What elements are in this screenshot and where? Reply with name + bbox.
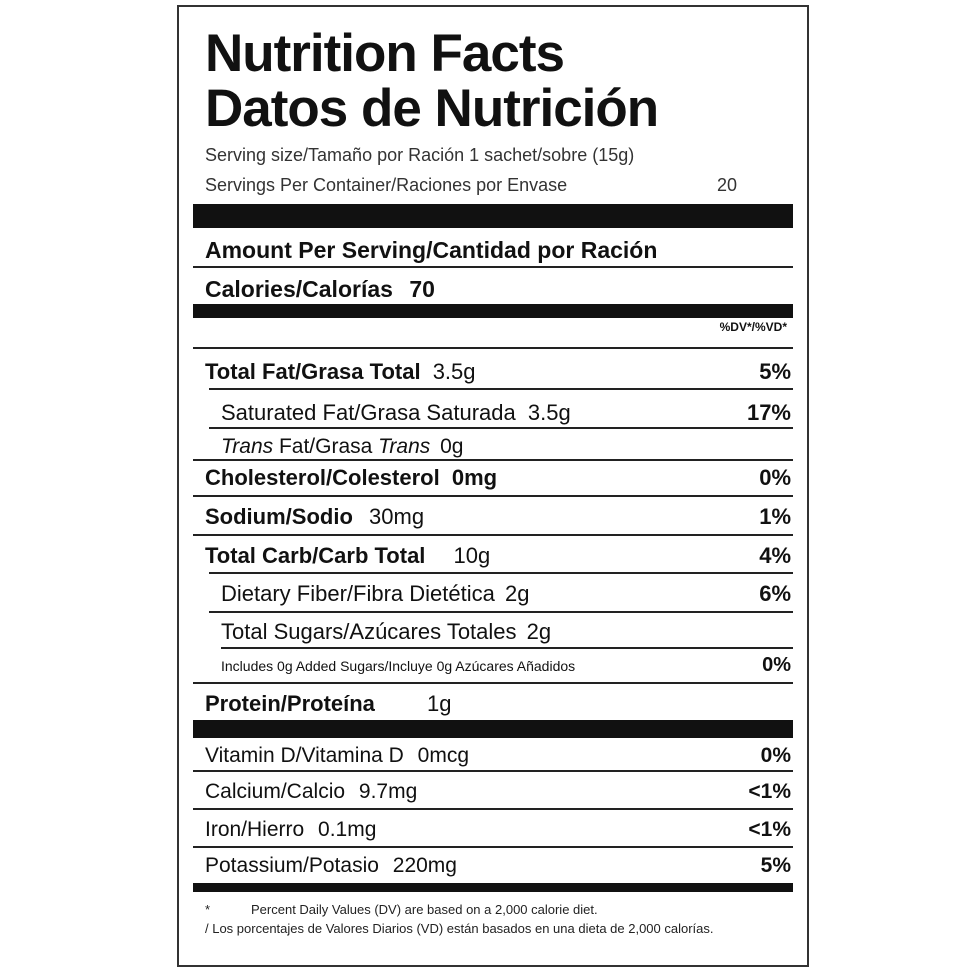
calories-value: 70	[409, 276, 435, 302]
divider	[209, 572, 793, 574]
nutrient-row-potassium	[205, 854, 791, 878]
nutrient-dv: 17%	[746, 400, 791, 425]
calories-label: Calories/Calorías	[205, 276, 393, 302]
amount-per-serving: Amount Per Serving/Cantidad por Ración	[205, 237, 658, 263]
nutrient-amount: 10g	[453, 543, 491, 568]
nutrient-amount: 3.5g	[432, 359, 476, 384]
nutrient-label-italic-2: Trans	[378, 435, 431, 458]
nutrient-label: Protein/Proteína	[205, 691, 375, 716]
nutrient-row-calcium	[205, 780, 791, 804]
nutrient-row-cholesterol	[205, 465, 791, 491]
nutrient-label: Total Carb/Carb Total	[205, 543, 426, 568]
nutrient-label: Calcium/Calcio	[205, 780, 346, 803]
nutrient-row-vitamin-d	[205, 744, 791, 768]
footnote-english: Percent Daily Values (DV) are based on a 2,000 calorie diet.	[251, 902, 598, 917]
nutrient-amount: 2g	[526, 619, 552, 644]
divider	[193, 682, 793, 684]
nutrient-row-added-sugars	[221, 654, 791, 676]
nutrient-label: Sodium/Sodio	[205, 504, 353, 529]
nutrient-label: Potassium/Potasio	[205, 854, 379, 877]
nutrient-row-total-sugars	[221, 619, 791, 645]
divider	[193, 459, 793, 461]
nutrient-amount: 3.5g	[527, 400, 571, 425]
daily-value-header: %DV*/%VD*	[719, 320, 787, 334]
nutrient-label-mid: Fat/Grasa	[273, 435, 379, 458]
nutrient-dv: 6%	[759, 581, 791, 606]
nutrient-label: Saturated Fat/Grasa Saturada	[221, 400, 516, 425]
divider	[221, 647, 793, 649]
nutrient-label: Total Sugars/Azúcares Totales	[221, 619, 517, 644]
nutrient-amount: 30mg	[369, 504, 425, 529]
nutrient-label: Iron/Hierro	[205, 818, 305, 841]
nutrient-dv: 5%	[760, 854, 791, 877]
divider	[193, 846, 793, 848]
title-english: Nutrition Facts	[205, 24, 564, 83]
divider	[193, 347, 793, 349]
divider	[193, 534, 793, 536]
servings-value: 20	[717, 175, 738, 195]
nutrient-dv: 0%	[762, 654, 791, 676]
nutrient-label: Cholesterol/Colesterol	[205, 465, 440, 490]
medium-divider	[193, 883, 793, 892]
medium-divider	[193, 304, 793, 318]
thick-divider	[193, 204, 793, 228]
nutrient-row-iron	[205, 818, 791, 842]
calories-row	[205, 276, 791, 303]
footnote	[205, 900, 785, 938]
nutrient-dv: 4%	[759, 543, 791, 568]
nutrient-label-italic: Trans	[221, 435, 274, 458]
nutrient-dv: <1%	[748, 780, 791, 803]
nutrient-amount: 1g	[427, 691, 452, 716]
nutrient-amount: 0g	[440, 435, 464, 458]
thick-divider	[193, 720, 793, 738]
footnote-asterisk: *	[205, 902, 211, 917]
nutrient-dv: 0%	[759, 465, 791, 490]
nutrition-facts-label	[177, 5, 809, 967]
nutrient-dv: 5%	[759, 359, 791, 384]
label-inner	[193, 7, 793, 965]
nutrient-amount: 2g	[505, 581, 530, 606]
servings-per-container	[205, 175, 765, 196]
nutrient-dv: <1%	[748, 818, 791, 841]
divider	[209, 427, 793, 429]
nutrient-dv: 1%	[759, 504, 791, 529]
divider	[209, 388, 793, 390]
divider	[193, 808, 793, 810]
nutrient-label: Dietary Fiber/Fibra Dietética	[221, 581, 495, 606]
servings-label: Servings Per Container/Raciones por Envase	[205, 175, 568, 195]
nutrient-dv: 0%	[760, 744, 791, 767]
nutrient-amount: 9.7mg	[358, 780, 418, 803]
footnote-spanish: / Los porcentajes de Valores Diarios (VD) están basados en una dieta de 2,000 calorías.	[205, 921, 714, 936]
nutrient-row-dietary-fiber	[221, 581, 791, 607]
nutrient-row-protein	[205, 691, 791, 717]
title-spanish: Datos de Nutrición	[205, 79, 659, 138]
nutrient-label: Vitamin D/Vitamina D	[205, 744, 404, 767]
nutrient-amount: 0mg	[451, 465, 498, 490]
nutrient-row-saturated-fat	[221, 400, 791, 426]
divider	[193, 495, 793, 497]
serving-size: Serving size/Tamaño por Ración 1 sachet/sobre (15g)	[205, 145, 635, 165]
divider	[193, 266, 793, 268]
nutrient-amount: 0.1mg	[318, 818, 377, 841]
nutrient-amount: 220mg	[392, 854, 457, 877]
nutrient-row-trans-fat	[221, 435, 791, 459]
nutrient-label: Total Fat/Grasa Total	[205, 359, 421, 384]
nutrient-row-total-fat	[205, 359, 791, 385]
nutrient-amount: 0mcg	[417, 744, 470, 767]
nutrient-row-sodium	[205, 504, 791, 530]
divider	[193, 770, 793, 772]
nutrient-row-total-carb	[205, 543, 791, 569]
nutrient-label: Includes 0g Added Sugars/Incluye 0g Azúcares Añadidos	[221, 658, 576, 674]
divider	[209, 611, 793, 613]
